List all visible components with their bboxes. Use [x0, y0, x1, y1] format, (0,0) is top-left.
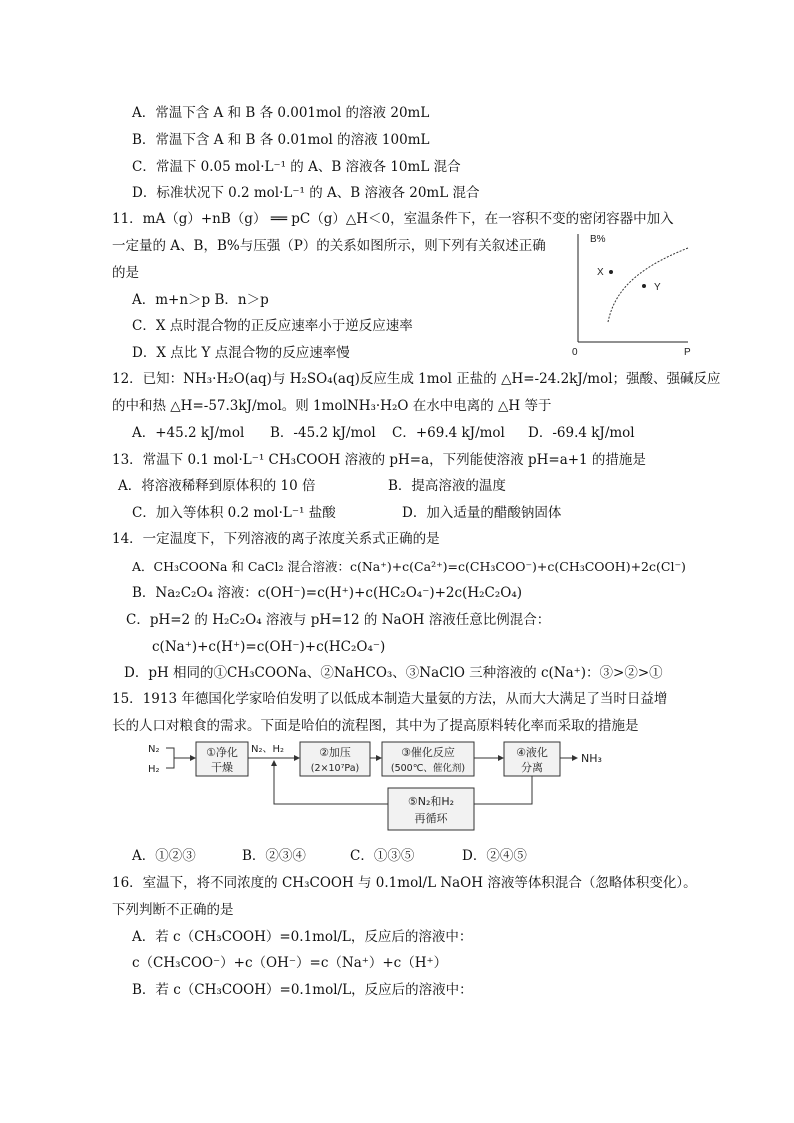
- q15-stem-line2: 长的人口对粮食的需求。下面是哈伯的流程图，其中为了提高原料转化率而采取的措施是: [112, 718, 639, 734]
- flow-box-compress-line2: (2×10⁷Pa): [310, 763, 360, 774]
- haber-process-flowchart: [140, 738, 620, 838]
- q12-stem-line2: 的中和热 △H=-57.3kJ/mol。则 1molNH₃·H₂O 在水中电离的 △H 等于: [112, 398, 552, 414]
- flow-input-n2: N₂: [148, 744, 160, 755]
- flow-box-catalysis-line1: ③催化反应: [401, 746, 455, 759]
- q10-option-a: A．常温下含 A 和 B 各 0.001mol 的溶液 20mL: [132, 105, 430, 121]
- q14-option-b: B．Na₂C₂O₄ 溶液：c(OH⁻)=c(H⁺)+c(HC₂O₄⁻)+2c(H₂C₂O₄): [132, 585, 522, 601]
- q16-option-a-line1: A．若 c（CH₃COOH）=0.1mol/L，反应后的溶液中：: [132, 929, 473, 945]
- flow-box-purify-line2: 干燥: [211, 761, 233, 774]
- flow-arrowhead: [376, 755, 382, 761]
- flow-output-nh3: NH₃: [581, 752, 602, 765]
- flow-input-bracket: [166, 748, 190, 768]
- q11-stem-line2: 一定量的 A、B，B%与压强（P）的关系如图所示，则下列有关叙述正确: [112, 238, 546, 254]
- q10-option-b: B．常温下含 A 和 B 各 0.01mol 的溶液 100mL: [132, 132, 430, 148]
- q14-option-c-line1: C．pH=2 的 H₂C₂O₄ 溶液与 pH=12 的 NaOH 溶液任意比例混合：: [126, 612, 551, 628]
- flow-box-compress-line1: ②加压: [319, 746, 351, 759]
- q15-option-c: C．①③⑤: [350, 848, 415, 864]
- flow-mid-label: N₂、H₂: [251, 744, 285, 755]
- graph-curve: [608, 248, 688, 322]
- q16-stem-line2: 下列判断不正确的是: [112, 902, 234, 918]
- flow-box-recycle-line2: 再循环: [414, 812, 448, 825]
- q11-option-a: A．m+n＞p B．n＞p: [132, 292, 269, 308]
- q10-option-d: D．标准状况下 0.2 mol·L⁻¹ 的 A、B 溶液各 20mL 混合: [132, 185, 480, 201]
- q11-option-c: C．X 点时混合物的正反应速率小于逆反应速率: [132, 318, 413, 334]
- q14-option-c-line2: c(Na⁺)+c(H⁺)=c(OH⁻)+c(HC₂O₄⁻): [152, 639, 386, 655]
- point-x-marker: [609, 270, 613, 274]
- point-x-label: X: [597, 267, 604, 278]
- q11-stem-line1: 11．mA（g）+nB（g） ══ pC（g）△H＜0，室温条件下，在一容积不变的密闭容器中加入: [112, 211, 674, 227]
- q13-option-d: D．加入适量的醋酸钠固体: [402, 505, 562, 521]
- flow-input-h2: H₂: [148, 764, 160, 775]
- flow-arrowhead: [498, 755, 504, 761]
- q12-stem-line1: 12．已知：NH₃·H₂O(aq)与 H₂SO₄(aq)反应生成 1mol 正盐的 △H=-24.2kJ/mol；强酸、强碱反应: [112, 371, 721, 387]
- q14-option-a: A．CH₃COONa 和 CaCl₂ 混合溶液：c(Na⁺)+c(Ca²⁺)=c(CH₃COO⁻)+c(CH₃COOH)+2c(Cl⁻): [132, 559, 686, 574]
- q14-option-d: D．pH 相同的①CH₃COONa、②NaHCO₃、③NaClO 三种溶液的 c(Na⁺)：③>②>①: [124, 665, 663, 681]
- q15-option-d: D．②④⑤: [462, 848, 527, 864]
- q15-option-b: B．②③④: [242, 848, 306, 864]
- q13-option-a: A．将溶液稀释到原体积的 10 倍: [118, 478, 316, 494]
- q12-option-b: B．-45.2 kJ/mol: [270, 425, 376, 441]
- q11-stem-line3: 的是: [112, 265, 139, 281]
- q11-option-d: D．X 点比 Y 点混合物的反应速率慢: [132, 345, 350, 361]
- flow-box-recycle-line1: ⑤N₂和H₂: [407, 795, 455, 808]
- flow-box-liquefy-line1: ④液化: [516, 746, 548, 759]
- q15-stem-line1: 15．1913 年德国化学家哈伯发明了以低成本制造大量氨的方法，从而大大满足了当时日益增: [112, 691, 668, 707]
- flow-box-catalysis-line2: (500℃、催化剂): [390, 763, 466, 774]
- q15-option-a: A．①②③: [132, 848, 196, 864]
- q16-option-a-line2: c（CH₃COO⁻）+c（OH⁻）=c（Na⁺）+c（H⁺）: [132, 955, 448, 971]
- b-percent-pressure-graph: [568, 228, 698, 358]
- point-y-label: Y: [654, 282, 661, 293]
- flow-arrowhead: [271, 760, 277, 766]
- flow-box-purify-line1: ①净化: [206, 746, 238, 759]
- q13-option-c: C．加入等体积 0.2 mol·L⁻¹ 盐酸: [132, 505, 336, 521]
- q13-option-b: B．提高溶液的温度: [388, 478, 506, 494]
- q16-stem-line1: 16．室温下，将不同浓度的 CH₃COOH 与 0.1mol/L NaOH 溶液等体积混合（忽略体积变化）。: [112, 875, 697, 891]
- graph-y-label: B%: [590, 234, 606, 245]
- q10-option-c: C．常温下 0.05 mol·L⁻¹ 的 A、B 溶液各 10mL 混合: [132, 159, 461, 175]
- flow-arrowhead: [190, 755, 196, 761]
- graph-origin-label: 0: [572, 347, 578, 358]
- flow-arrowhead: [572, 755, 578, 761]
- graph-x-label: P: [684, 347, 691, 358]
- q13-stem: 13．常温下 0.1 mol·L⁻¹ CH₃COOH 溶液的 pH=a，下列能使溶液 pH=a+1 的措施是: [112, 452, 646, 468]
- q16-option-b-line1: B．若 c（CH₃COOH）=0.1mol/L，反应后的溶液中：: [132, 982, 473, 998]
- q14-stem: 14．一定温度下，下列溶液的离子浓度关系式正确的是: [112, 531, 440, 547]
- flow-recycle-in-path: [474, 776, 532, 804]
- q12-option-d: D．-69.4 kJ/mol: [528, 425, 635, 441]
- q12-option-c: C．+69.4 kJ/mol: [392, 425, 505, 441]
- flow-arrowhead: [294, 755, 300, 761]
- flow-box-liquefy-line2: 分离: [521, 761, 543, 774]
- q12-option-a: A．+45.2 kJ/mol: [132, 425, 245, 441]
- point-y-marker: [642, 284, 646, 288]
